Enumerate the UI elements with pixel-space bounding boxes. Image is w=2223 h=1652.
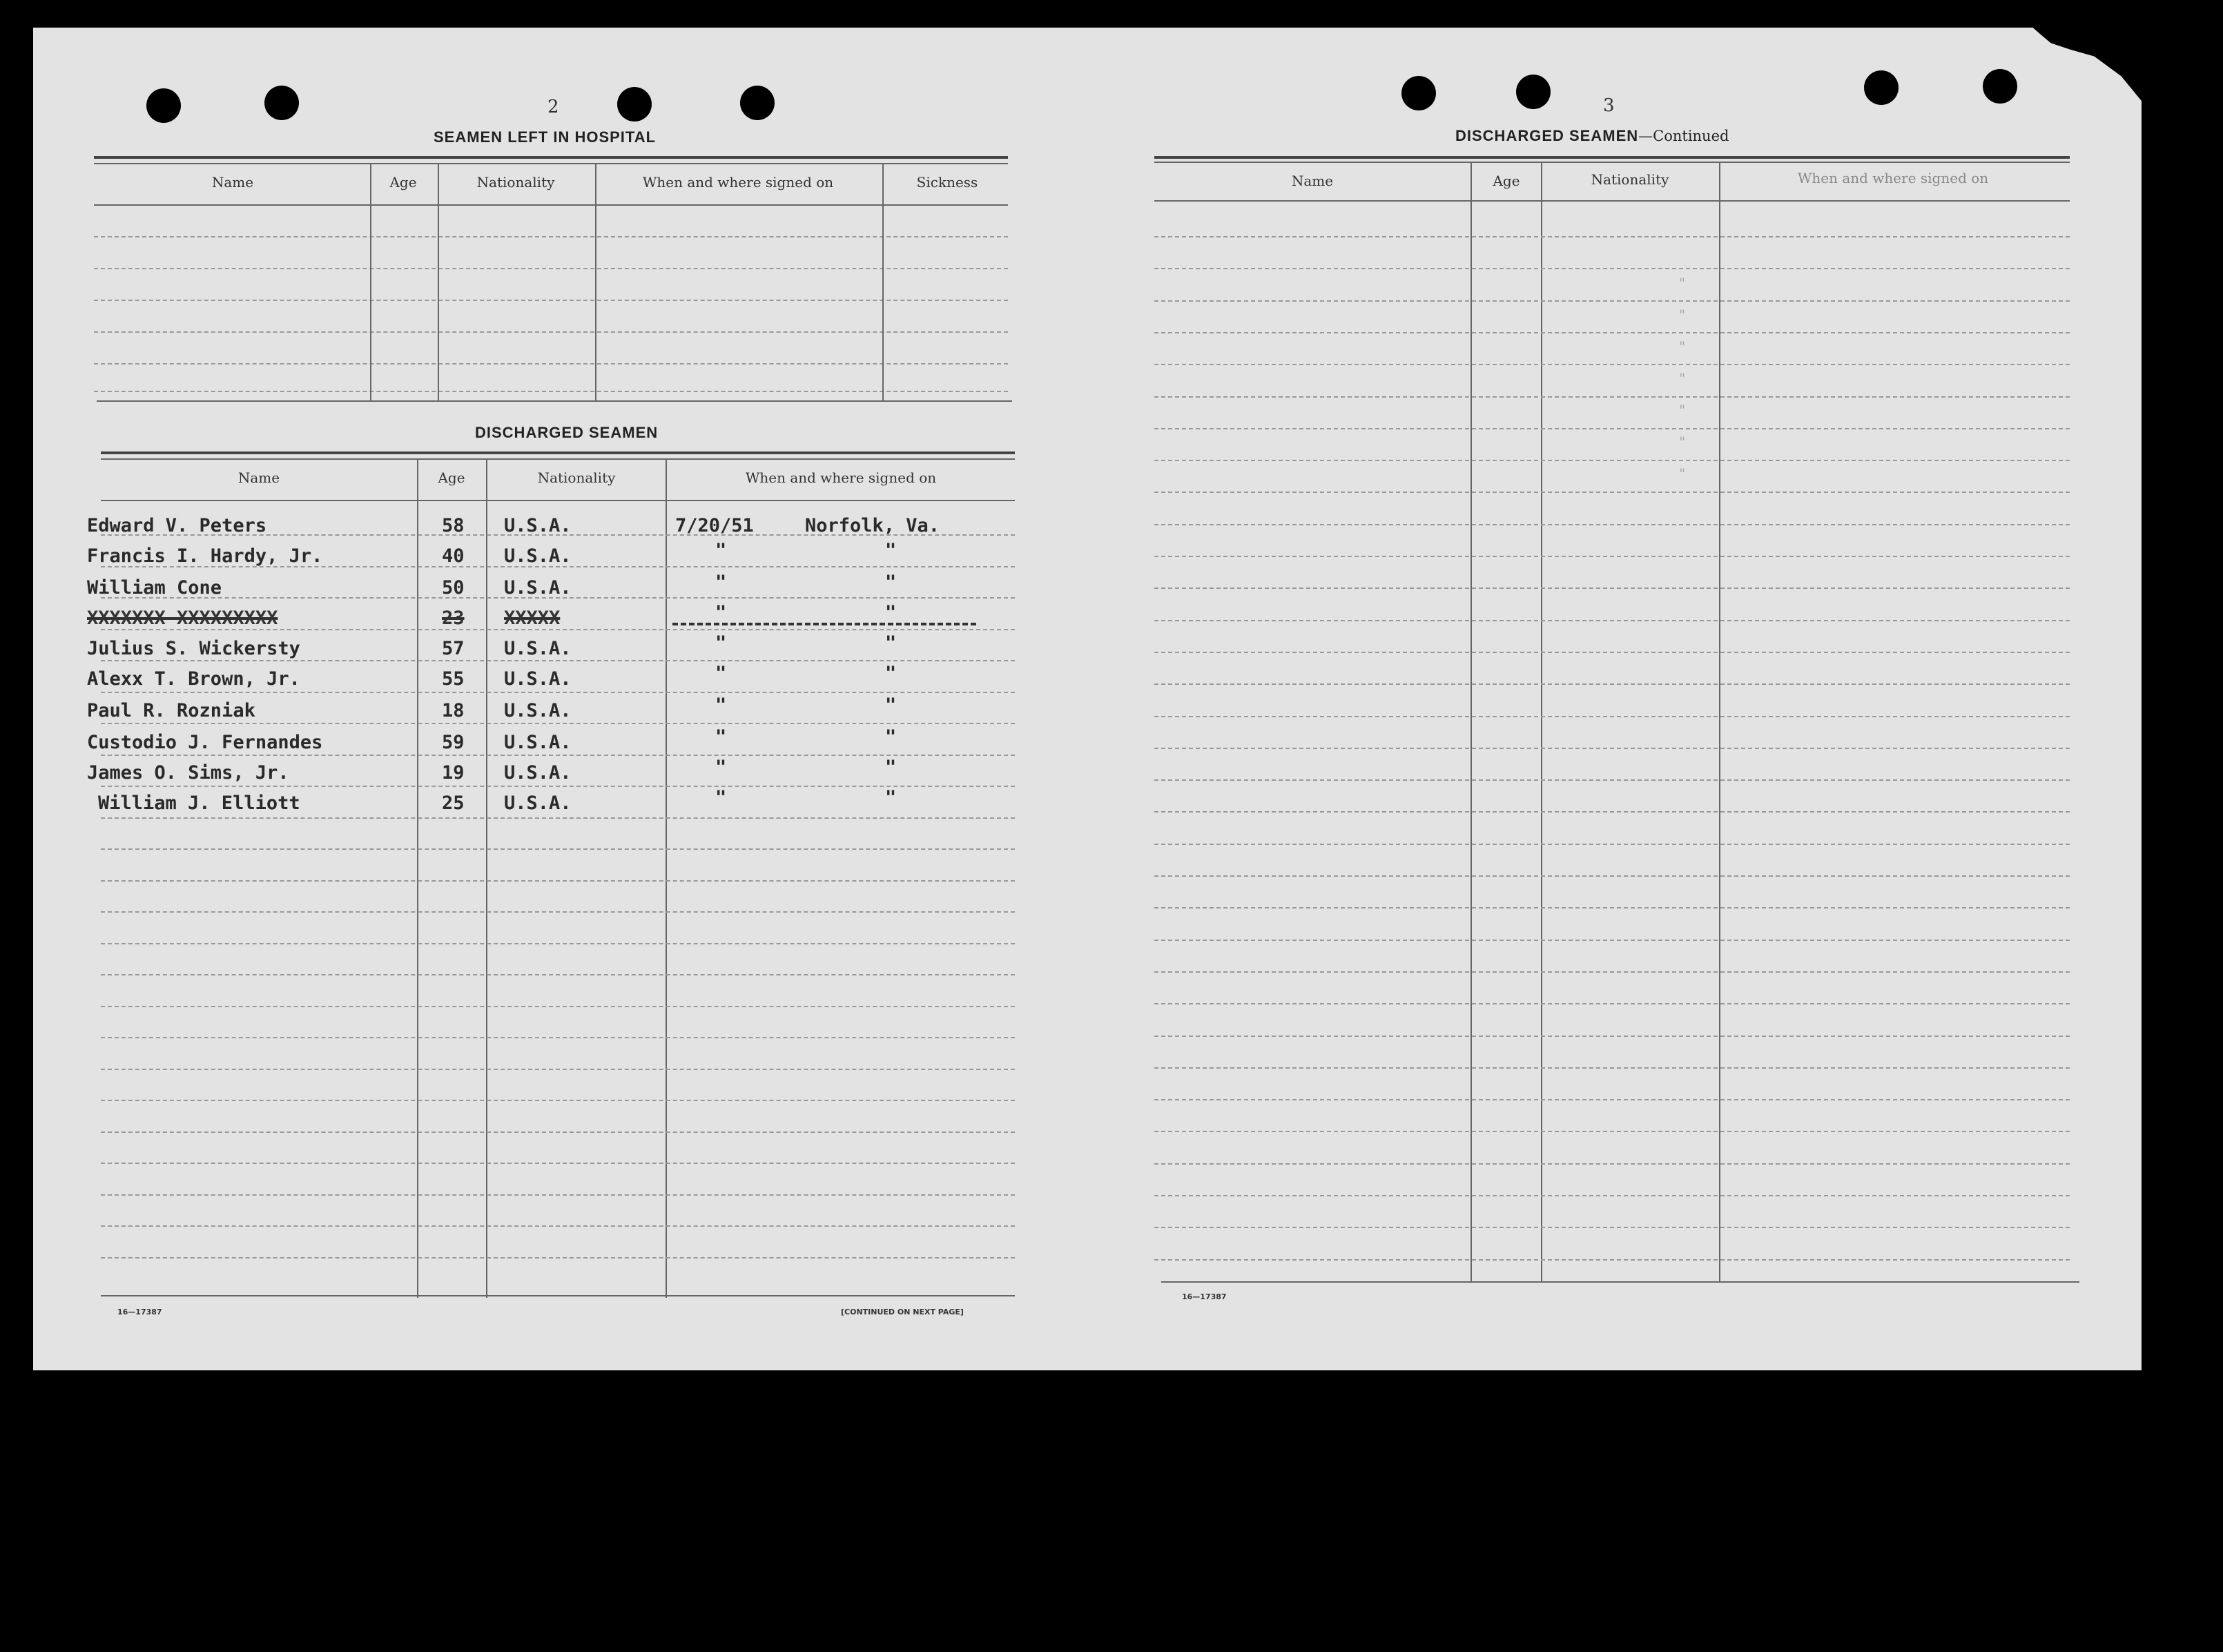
row-line [101, 974, 1015, 975]
signed-on-date: " [715, 602, 727, 623]
column-header-name: Name [1291, 173, 1334, 189]
row-line [101, 1131, 1015, 1133]
row-line [1154, 460, 2070, 461]
signed-on-place: " [885, 694, 897, 716]
table-bottom-rule [97, 400, 1012, 402]
column-header-signed-on: When and where signed on [642, 174, 834, 191]
table-top-rule [1154, 156, 2070, 159]
seaman-name-struck: XXXXXXX XXXXXXXXX [87, 608, 278, 629]
column-divider [1719, 163, 1720, 1281]
punch-hole [146, 88, 181, 123]
seaman-nationality: U.S.A. [504, 638, 572, 659]
table-top-rule [94, 163, 1008, 164]
row-line [1154, 396, 2070, 398]
row-line [94, 391, 1008, 392]
punch-hole [1516, 75, 1551, 109]
seaman-age: 25 [442, 793, 465, 814]
signed-on-date: " [715, 787, 727, 808]
row-line [1154, 748, 2070, 749]
row-line [1154, 428, 2070, 429]
row-line [101, 943, 1015, 944]
row-line [94, 363, 1008, 365]
header-rule [94, 204, 1008, 206]
column-divider [595, 164, 596, 400]
row-line [101, 848, 1015, 850]
seaman-nationality: U.S.A. [504, 762, 572, 784]
column-divider [882, 164, 884, 400]
row-line [101, 1225, 1015, 1227]
table-bottom-rule [101, 1295, 1015, 1296]
signed-on-place: " [885, 663, 897, 684]
form-number: 16—17387 [1182, 1292, 1227, 1301]
seaman-nationality: U.S.A. [504, 515, 572, 536]
signed-on-date: " [715, 694, 727, 716]
row-line [101, 723, 1015, 724]
column-header-signed-on: When and where signed on [1797, 170, 1989, 186]
seaman-name: Edward V. Peters [87, 515, 267, 536]
seaman-age: 19 [442, 762, 465, 784]
row-line [1154, 1195, 2070, 1196]
column-header-name: Name [237, 469, 280, 486]
row-line [1154, 236, 2070, 237]
ditto-mark: " [1679, 370, 1686, 387]
seaman-age-struck: 23 [442, 608, 465, 629]
column-divider [666, 460, 667, 1298]
signed-on-place: " [885, 602, 897, 623]
form-number: 16—17387 [117, 1308, 162, 1316]
signed-on-place: " [885, 726, 897, 748]
table-top-rule [101, 458, 1015, 460]
column-header-nationality: Nationality [476, 174, 555, 191]
row-line [101, 692, 1015, 693]
row-line [101, 1006, 1015, 1007]
signed-on-place: " [885, 632, 897, 654]
row-line [1154, 779, 2070, 781]
row-line [1154, 1163, 2070, 1165]
row-line [1154, 1259, 2070, 1261]
row-line [1154, 556, 2070, 557]
row-line [101, 786, 1015, 787]
row-line [101, 1194, 1015, 1196]
table-top-rule [101, 451, 1015, 454]
seaman-name: Alexx T. Brown, Jr. [87, 668, 300, 690]
seaman-name: William J. Elliott [98, 793, 300, 814]
seaman-age: 57 [442, 638, 465, 659]
column-header-age: Age [438, 469, 465, 486]
title-text: DISCHARGED SEAMEN [1455, 127, 1639, 144]
row-line [101, 1037, 1015, 1038]
punch-hole [740, 86, 775, 120]
row-line [101, 1069, 1015, 1070]
seaman-age: 55 [442, 668, 465, 690]
column-header-nationality: Nationality [537, 469, 616, 486]
column-divider [1470, 163, 1472, 1281]
ditto-mark: " [1679, 307, 1686, 323]
discharged-continued-title [1455, 127, 1729, 145]
row-line [1154, 364, 2070, 365]
row-line [101, 1257, 1015, 1259]
punch-hole [1864, 70, 1899, 105]
seaman-nationality: U.S.A. [504, 577, 572, 599]
column-header-name: Name [211, 174, 254, 191]
column-divider [486, 460, 487, 1298]
signed-on-date: " [715, 632, 727, 654]
row-line [1154, 652, 2070, 653]
seaman-nationality: U.S.A. [504, 793, 572, 814]
column-divider [438, 164, 439, 400]
row-line [1154, 1067, 2070, 1069]
seaman-age: 59 [442, 732, 465, 753]
column-header-age: Age [389, 174, 417, 191]
header-rule [101, 500, 1015, 501]
row-line [101, 880, 1015, 882]
row-line [1154, 716, 2070, 717]
signed-on-date: 7/20/51 [675, 515, 754, 536]
row-line [1154, 268, 2070, 269]
column-divider [370, 164, 371, 400]
page-number: 3 [1603, 95, 1615, 116]
seaman-nationality: U.S.A. [504, 732, 572, 753]
table-bottom-rule [1161, 1281, 2079, 1283]
row-line [1154, 1036, 2070, 1037]
row-line [1154, 875, 2070, 877]
seaman-nationality-struck: XXXXX [504, 608, 561, 629]
row-line [1154, 620, 2070, 621]
continued-note: [CONTINUED ON NEXT PAGE] [841, 1308, 964, 1316]
seaman-name: Custodio J. Fernandes [87, 732, 323, 753]
discharged-section-title: DISCHARGED SEAMEN [475, 424, 659, 441]
seaman-age: 50 [442, 577, 465, 599]
column-header-age: Age [1493, 173, 1520, 189]
signed-on-place: " [885, 787, 897, 808]
ditto-mark: " [1679, 402, 1686, 418]
row-line [101, 755, 1015, 756]
document-sheet [33, 28, 2142, 1370]
row-line [1154, 1099, 2070, 1100]
row-line [1154, 811, 2070, 813]
row-line [1154, 1131, 2070, 1132]
strike-through-line [672, 623, 976, 625]
punch-hole [617, 87, 652, 122]
column-header-signed-on: When and where signed on [745, 469, 937, 486]
seaman-age: 18 [442, 700, 465, 721]
row-line [1154, 907, 2070, 908]
row-line [1154, 524, 2070, 525]
row-line [1154, 940, 2070, 941]
column-divider [417, 460, 418, 1298]
signed-on-date: " [715, 540, 727, 561]
row-line [94, 236, 1008, 237]
hospital-section-title: SEAMEN LEFT IN HOSPITAL [434, 128, 657, 146]
seaman-nationality: U.S.A. [504, 668, 572, 690]
signed-on-place: " [885, 572, 897, 593]
ditto-mark: " [1679, 275, 1686, 291]
row-line [1154, 1003, 2070, 1004]
row-line [1154, 492, 2070, 493]
seaman-name: Paul R. Rozniak [87, 700, 255, 721]
signed-on-place: " [885, 540, 897, 561]
ditto-mark: " [1679, 338, 1686, 355]
signed-on-place: Norfolk, Va. [805, 515, 940, 536]
punch-hole [1401, 76, 1436, 110]
row-line [101, 1163, 1015, 1164]
row-line [101, 1100, 1015, 1101]
page-number: 2 [547, 97, 559, 117]
row-line [1154, 683, 2070, 685]
signed-on-date: " [715, 663, 727, 684]
title-suffix: —Continued [1638, 128, 1729, 144]
row-line [1154, 1227, 2070, 1228]
row-line [1154, 844, 2070, 845]
ditto-mark: " [1679, 465, 1686, 482]
signed-on-date: " [715, 572, 727, 593]
seaman-name: Julius S. Wickersty [87, 638, 300, 659]
row-line [101, 817, 1015, 819]
row-line [1154, 587, 2070, 589]
ditto-mark: " [1679, 434, 1686, 450]
seaman-name: William Cone [87, 577, 222, 599]
seaman-name: James O. Sims, Jr. [87, 762, 289, 784]
header-rule [1154, 200, 2070, 202]
table-top-rule [94, 156, 1008, 159]
seaman-name: Francis I. Hardy, Jr. [87, 545, 323, 567]
seaman-nationality: U.S.A. [504, 700, 572, 721]
column-divider [1541, 163, 1542, 1281]
column-header-nationality: Nationality [1591, 171, 1669, 188]
seaman-nationality: U.S.A. [504, 545, 572, 567]
signed-on-date: " [715, 757, 727, 778]
row-line [101, 911, 1015, 913]
table-top-rule [1154, 162, 2070, 163]
seaman-age: 58 [442, 515, 465, 536]
row-line [1154, 300, 2070, 302]
row-line [1154, 971, 2070, 973]
row-line [101, 660, 1015, 661]
row-line [94, 268, 1008, 269]
row-line [1154, 332, 2070, 333]
punch-hole [264, 86, 299, 120]
signed-on-place: " [885, 757, 897, 778]
seaman-age: 40 [442, 545, 465, 567]
signed-on-date: " [715, 726, 727, 748]
row-line [94, 331, 1008, 333]
column-header-sickness: Sickness [916, 174, 978, 191]
row-line [94, 300, 1008, 301]
punch-hole [1983, 69, 2017, 104]
